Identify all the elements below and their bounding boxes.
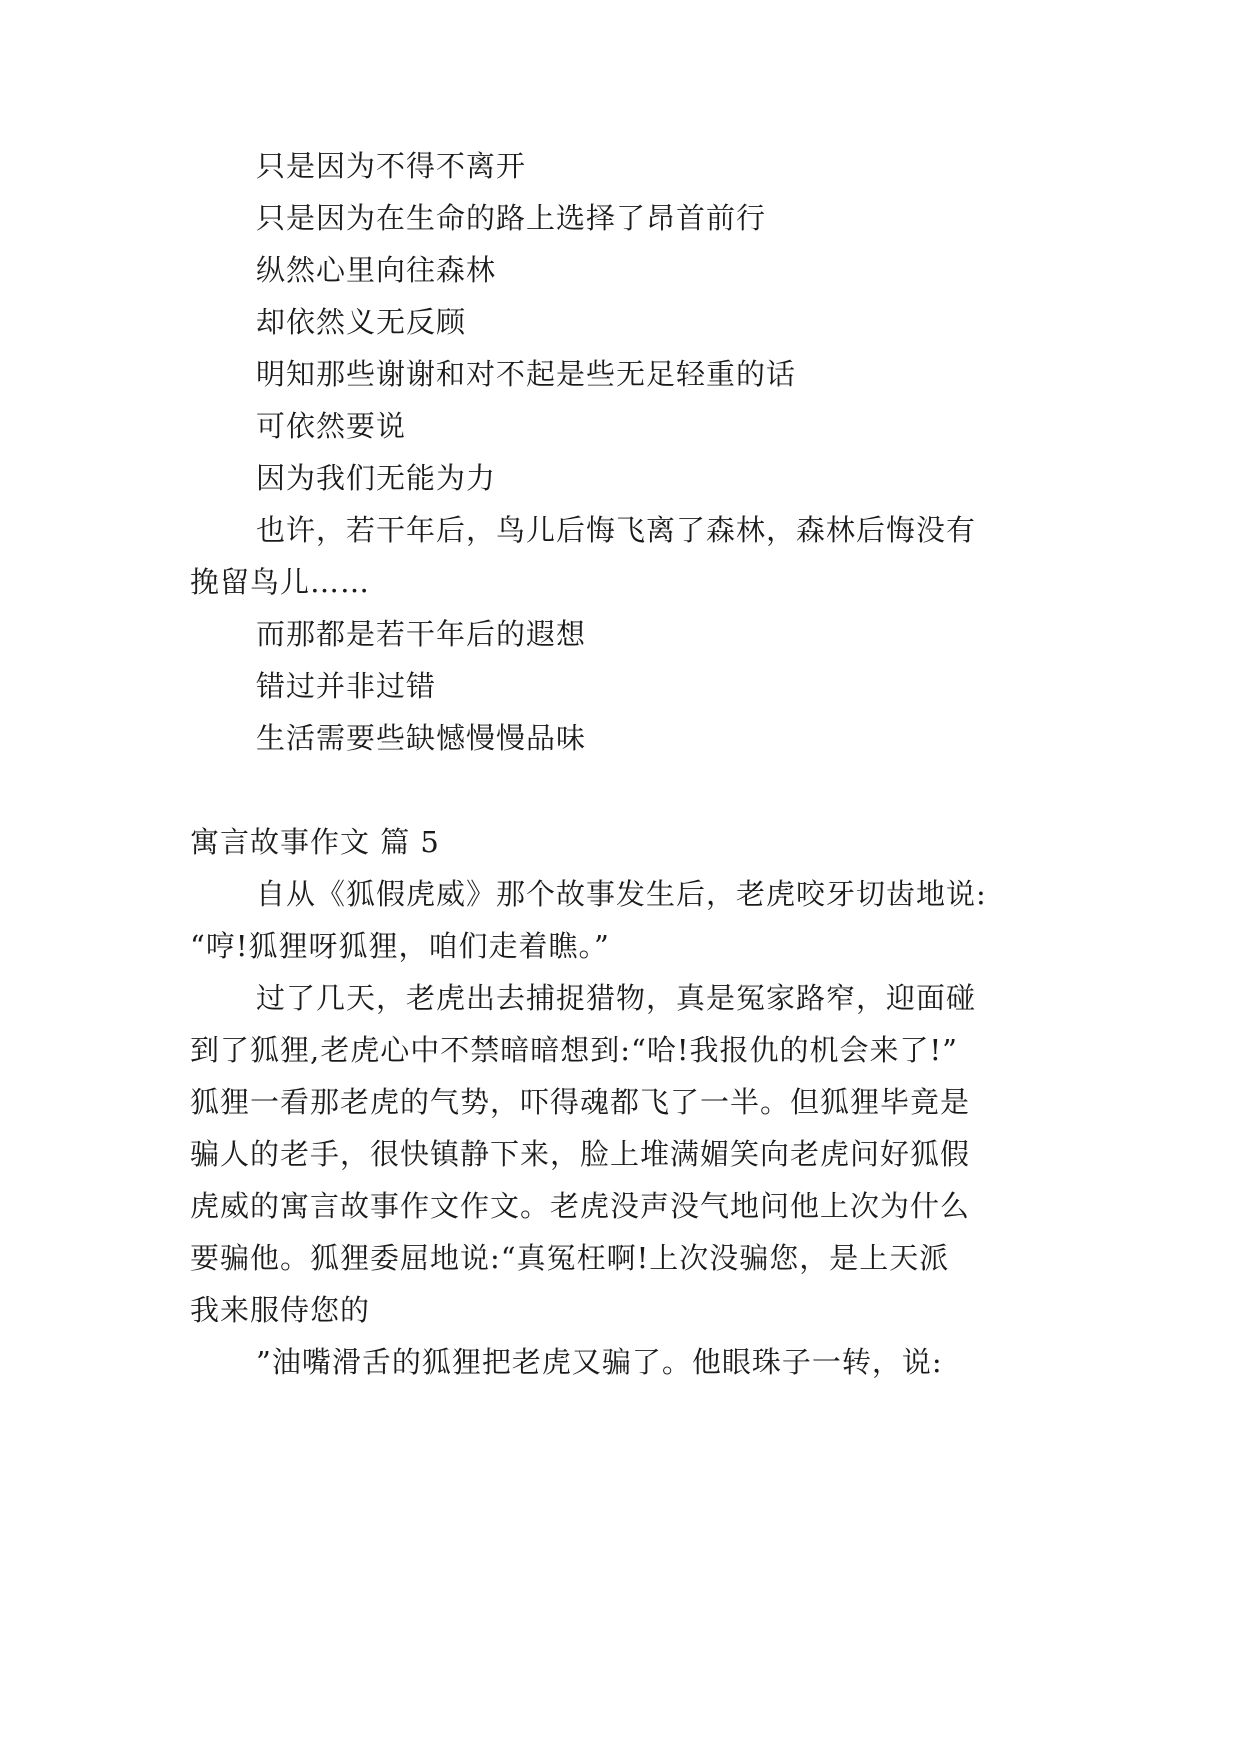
poem2-line-1: 而那都是若干年后的遐想 — [256, 617, 587, 651]
paragraph-line: “哼!狐狸呀狐狸，咱们走着瞧。” — [190, 929, 610, 963]
paragraph-line: 虎威的寓言故事作文作文。老虎没声没气地问他上次为什么 — [190, 1189, 971, 1223]
poem-line-1: 只是因为不得不离开 — [256, 149, 527, 183]
paragraph-line: 挽留鸟儿…… — [190, 565, 371, 599]
poem2-line-3: 生活需要些缺憾慢慢品味 — [256, 721, 587, 755]
poem-line-4: 却依然义无反顾 — [256, 305, 467, 339]
poem-line-5: 明知那些谢谢和对不起是些无足轻重的话 — [256, 357, 797, 391]
paragraph-line: 也许，若干年后，鸟儿后悔飞离了森林，森林后悔没有 — [256, 513, 977, 547]
paragraph-line: 自从《狐假虎威》那个故事发生后，老虎咬牙切齿地说: — [256, 877, 987, 911]
poem2-line-2: 错过并非过错 — [256, 669, 437, 703]
section-title: 寓言故事作文 篇 5 — [190, 825, 440, 859]
paragraph-line: 我来服侍您的 — [190, 1293, 371, 1327]
poem-line-6: 可依然要说 — [256, 409, 407, 443]
paragraph-line: 狐狸一看那老虎的气势，吓得魂都飞了一半。但狐狸毕竟是 — [190, 1085, 971, 1119]
poem-line-3: 纵然心里向往森林 — [256, 253, 497, 287]
paragraph-line: 骗人的老手，很快镇静下来，脸上堆满媚笑向老虎问好狐假 — [190, 1137, 971, 1171]
paragraph-line: 过了几天，老虎出去捕捉猎物，真是冤家路窄，迎面碰 — [256, 981, 977, 1015]
paragraph-line: 要骗他。狐狸委屈地说:“真冤枉啊!上次没骗您，是上天派 — [190, 1241, 950, 1275]
paragraph-line: 到了狐狸,老虎心中不禁暗暗想到:“哈!我报仇的机会来了!” — [190, 1033, 958, 1067]
paragraph-line: ”油嘴滑舌的狐狸把老虎又骗了。他眼珠子一转，说: — [256, 1345, 943, 1379]
poem-line-2: 只是因为在生命的路上选择了昂首前行 — [256, 201, 767, 235]
poem-line-7: 因为我们无能为力 — [256, 461, 497, 495]
